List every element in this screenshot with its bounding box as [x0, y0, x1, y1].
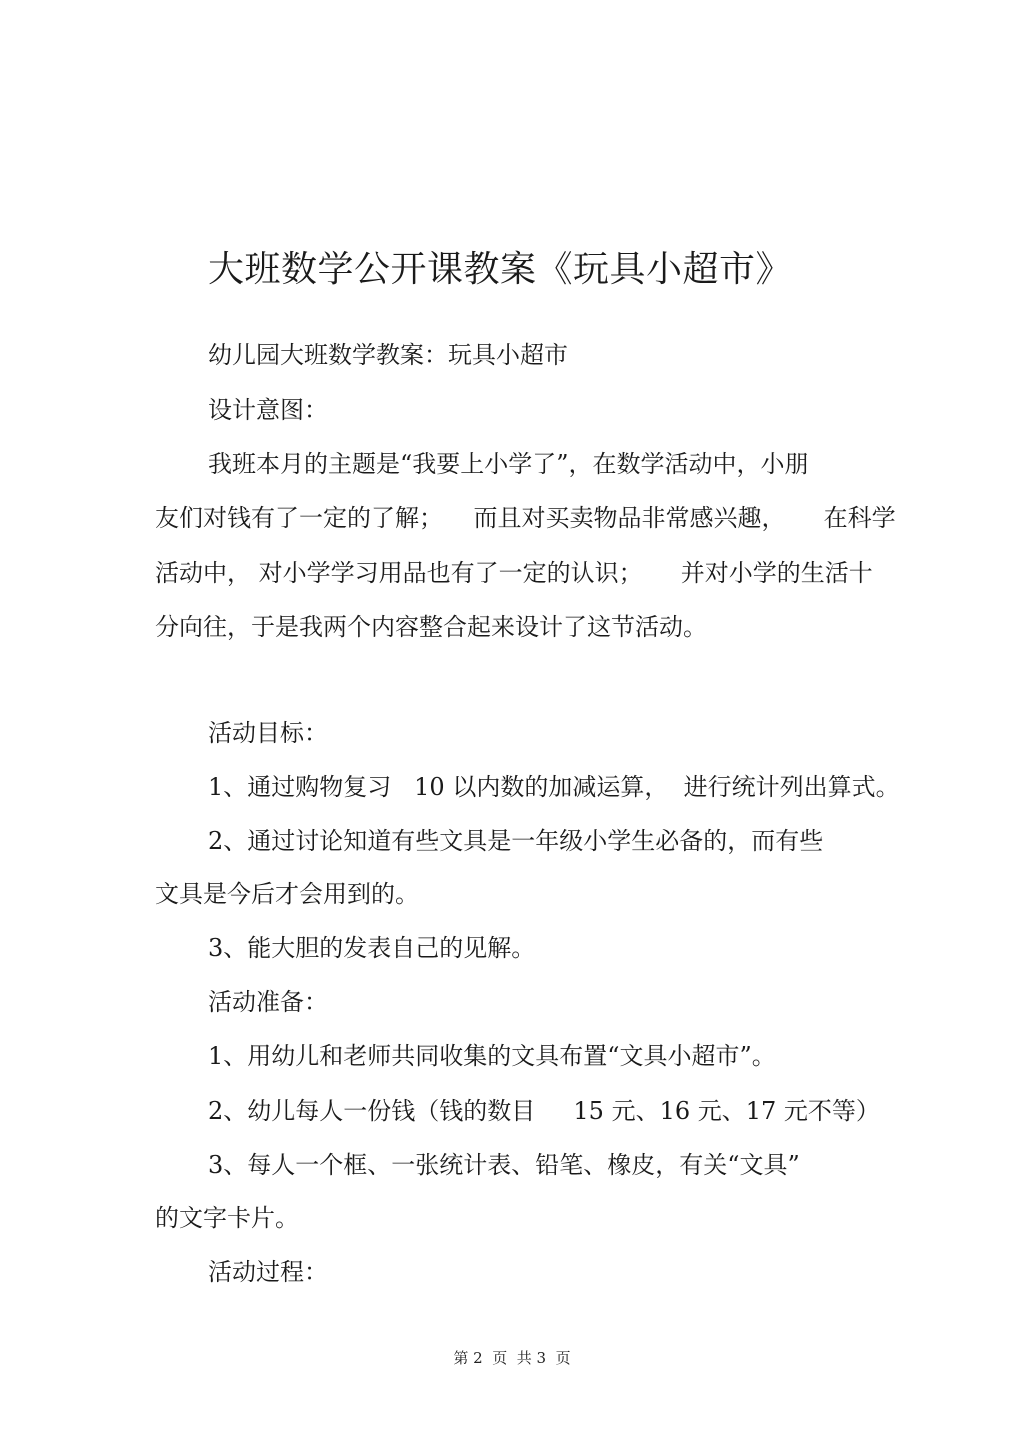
- section-heading-activity-goals: 活动目标：: [208, 719, 328, 747]
- page-number-footer: 第 2 页 共 3 页: [453, 1349, 571, 1367]
- list-item: 1、通过购物复习 10 以内数的加减运算， 进行统计列出算式。: [208, 773, 900, 801]
- list-item: 3、能大胆的发表自己的见解。: [208, 934, 536, 962]
- list-item: 2、通过讨论知道有些文具是一年级小学生必备的，而有些: [208, 827, 824, 855]
- paragraph-line: 活动中， 对小学学习用品也有了一定的认识； 并对小学的生活十: [155, 559, 873, 587]
- paragraph-line: 友们对钱有了一定的了解； 而且对买卖物品非常感兴趣， 在科学: [155, 504, 896, 532]
- section-heading-activity-preparation: 活动准备：: [208, 988, 328, 1016]
- paragraph-line: 我班本月的主题是“我要上小学了”，在数学活动中，小朋: [208, 450, 809, 478]
- paragraph-line: 分向往，于是我两个内容整合起来设计了这节活动。: [155, 613, 707, 641]
- section-heading-design-intent: 设计意图：: [208, 396, 328, 424]
- subtitle-line: 幼儿园大班数学教案：玩具小超市: [208, 341, 568, 369]
- section-heading-activity-process: 活动过程：: [208, 1258, 328, 1286]
- list-item-continuation: 的文字卡片。: [155, 1204, 299, 1232]
- list-item-continuation: 文具是今后才会用到的。: [155, 880, 419, 908]
- document-title: 大班数学公开课教案《玩具小超市》: [208, 249, 793, 290]
- list-item: 2、幼儿每人一份钱（钱的数目 15 元、16 元、17 元不等）: [208, 1097, 880, 1125]
- list-item: 1、用幼儿和老师共同收集的文具布置“文具小超市”。: [208, 1042, 776, 1070]
- list-item: 3、每人一个框、一张统计表、铅笔、橡皮，有关“文具”: [208, 1151, 800, 1179]
